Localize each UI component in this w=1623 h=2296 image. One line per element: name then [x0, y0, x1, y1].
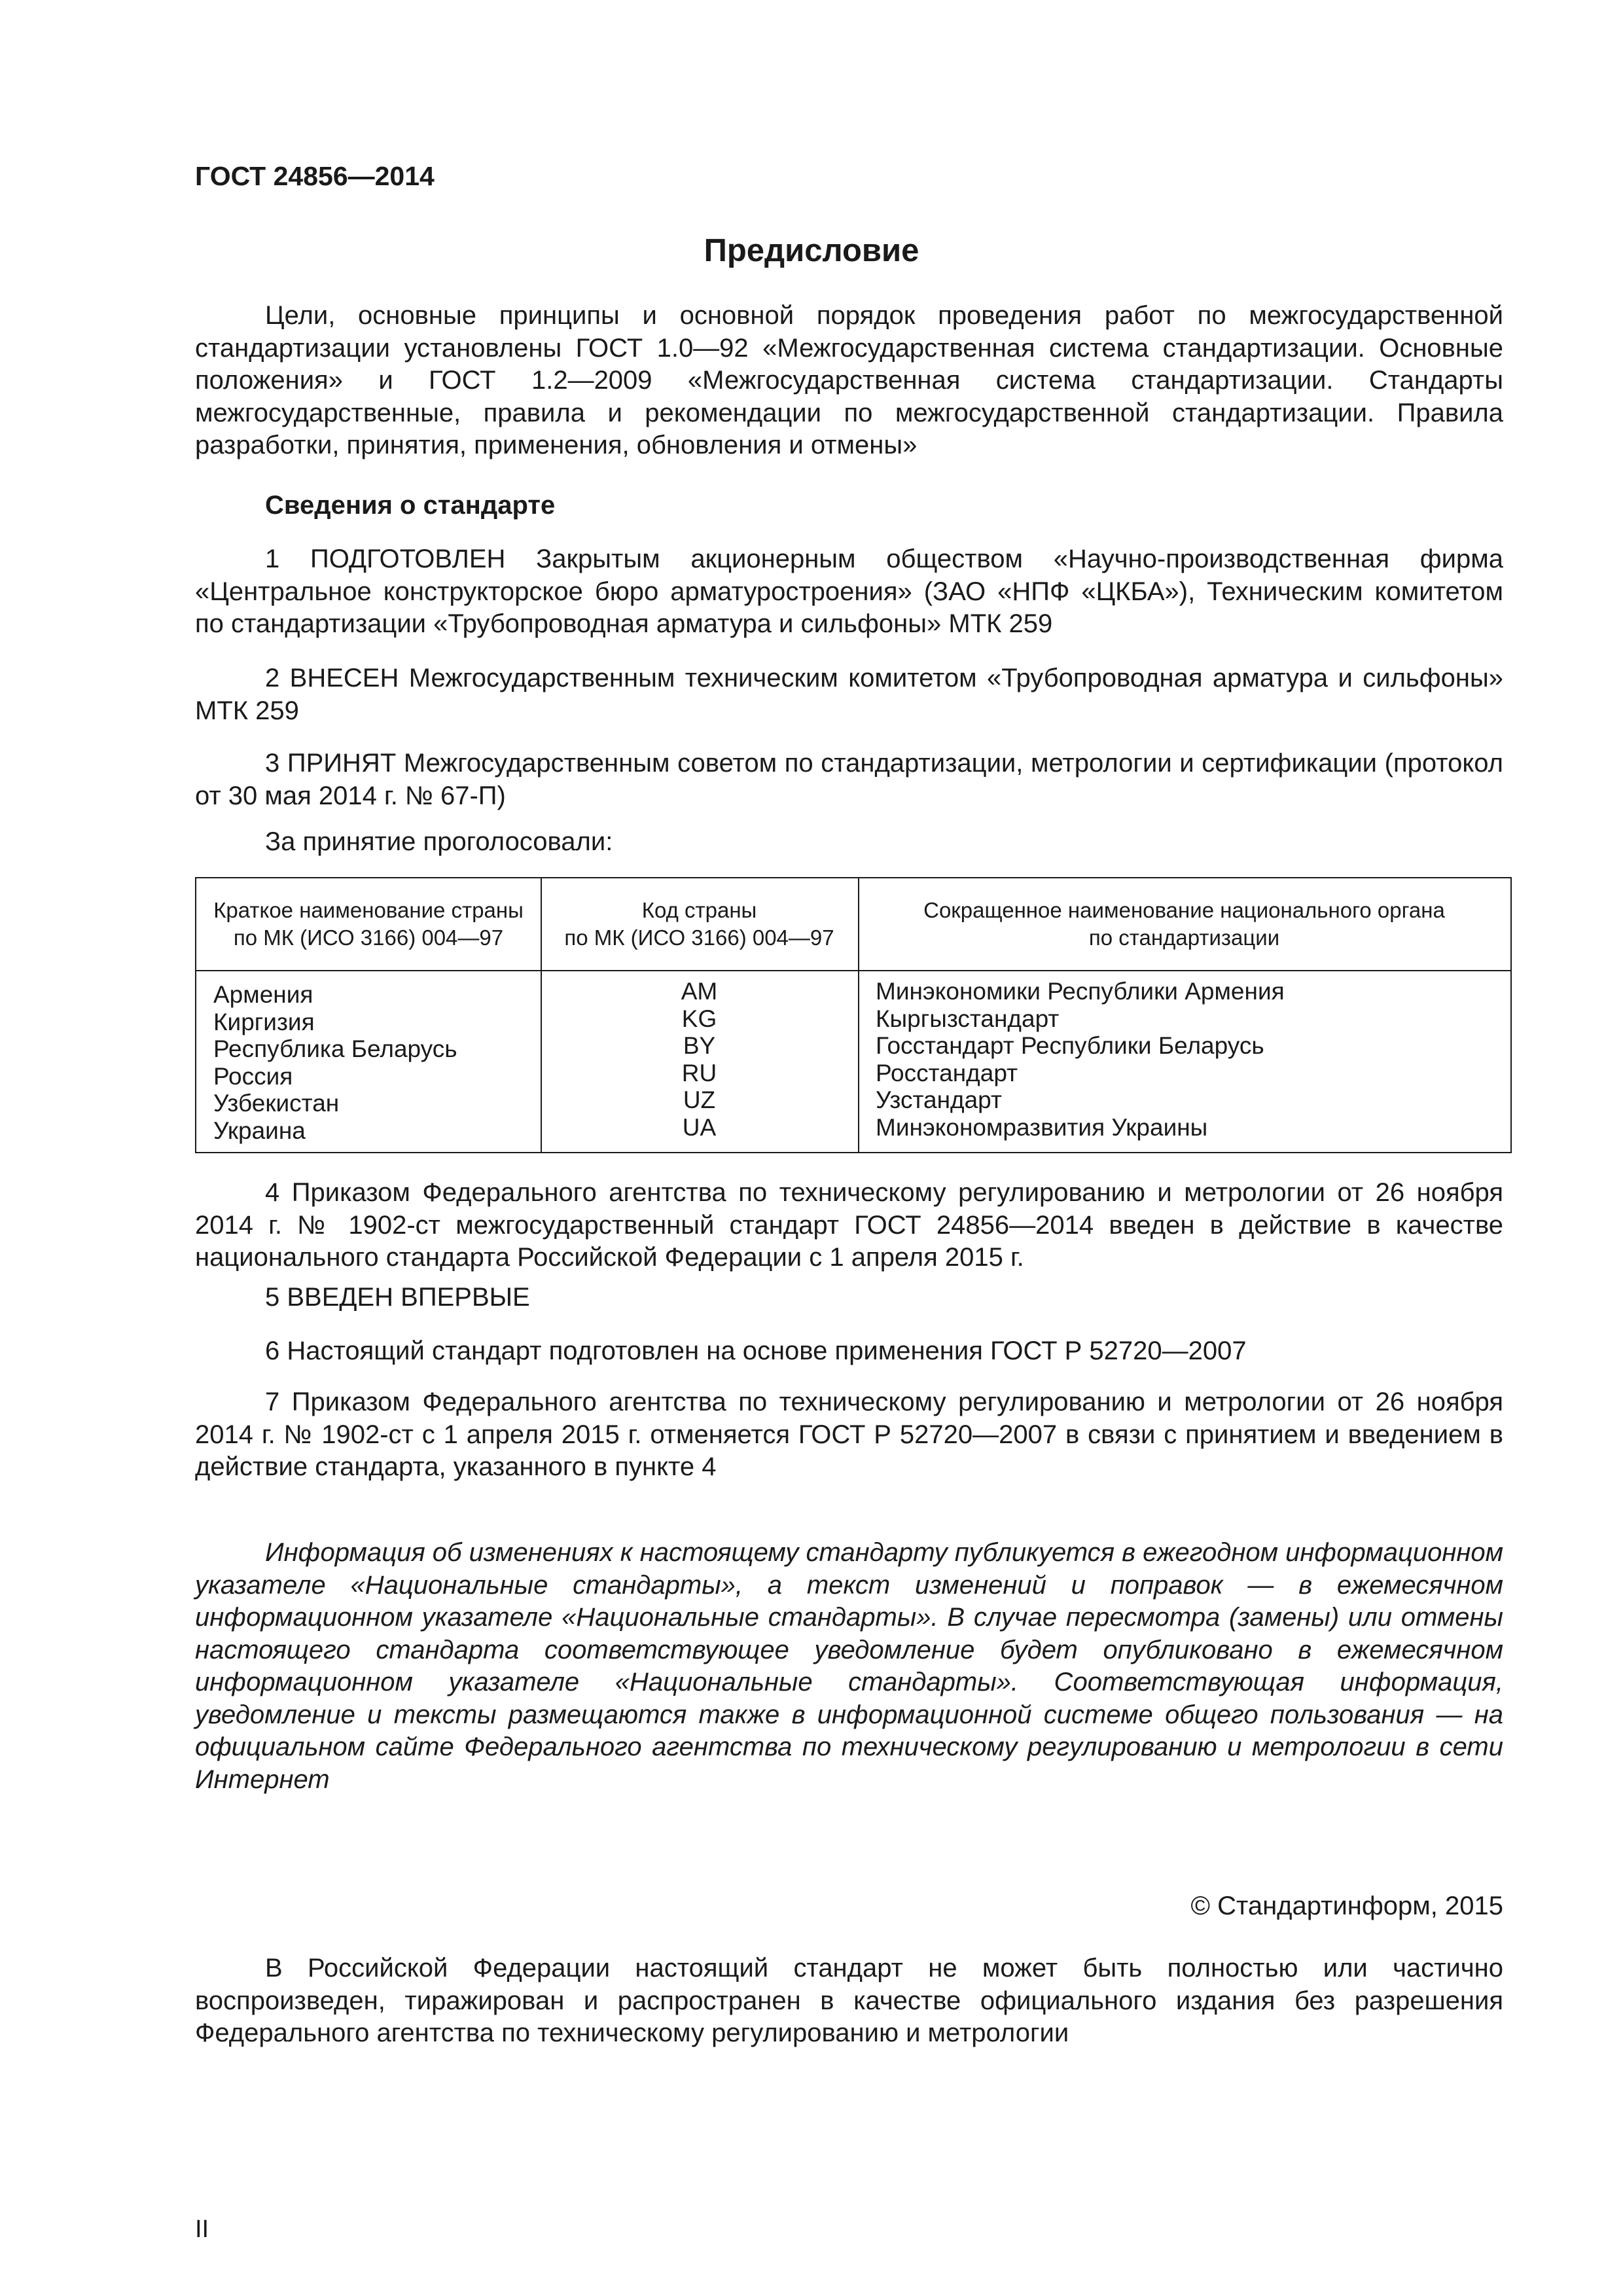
table-cell: Армения: [213, 981, 313, 1008]
intro-paragraph: Цели, основные принципы и основной порядок проведения работ по межгосударственной стандартизации установлены ГОСТ 1.0—92 «Межгосударственная система стандартизации. Основные положения» и ГОСТ 1.2—2009 «Межгосударственная система стандартизации. Стандарты межгосударственные, правила и рекомендации по межгосударственной стандартизации. Правила разработки, принятия, применения, обновления и отмены»: [195, 301, 1503, 459]
country-code-column: [541, 978, 858, 1141]
voted-label: За принятие проголосовали:: [265, 827, 613, 856]
table-cell: Узстандарт: [876, 1086, 1002, 1113]
country-name-column: [213, 981, 457, 1144]
national-body-column: [876, 978, 1285, 1141]
item-4-paragraph: 4 Приказом Федерального агентства по техническому регулированию и метрологии от 26 ноября 2014 г. № 1902-ст межгосударственный стандарт ГОСТ 24856—2014 введен в действие в качестве национального стандарта Российской Федерации с 1 апреля 2015 г.: [195, 1178, 1503, 1272]
table-cell: Узбекистан: [213, 1090, 340, 1117]
item-1-paragraph: 1 ПОДГОТОВЛЕН Закрытым акционерным обществом «Научно-производственная фирма «Центральное конструкторское бюро арматуростроения» (ЗАО «НПФ «ЦКБА»), Техническим комитетом по стандартизации «Трубопроводная арматура и сильфоны» МТК 259: [195, 545, 1503, 638]
item-2-paragraph: 2 ВНЕСЕН Межгосударственным техническим комитетом «Трубопроводная арматура и сильфоны» МТК 259: [195, 664, 1503, 725]
page-title: Предисловие: [704, 233, 919, 268]
item-7-paragraph: 7 Приказом Федерального агентства по техническому регулированию и метрологии от 26 ноября 2014 г. № 1902-ст с 1 апреля 2015 г. отменяется ГОСТ Р 52720—2007 в связи с принятием и введением в действие стандарта, указанного в пункте 4: [195, 1388, 1503, 1481]
table-cell: UZ: [683, 1086, 716, 1113]
page-number: II: [195, 2215, 209, 2243]
item-5-paragraph: 5 ВВЕДЕН ВПЕРВЫЕ: [265, 1283, 530, 1312]
table-cell: Минэкономразвития Украины: [876, 1113, 1208, 1141]
table-cell: Россия: [213, 1062, 293, 1090]
header-country-code: Код страны по МК (ИСО 3166) 004—97: [564, 898, 834, 950]
table-cell: Росстандарт: [876, 1059, 1018, 1086]
info-heading: Сведения о стандарте: [265, 491, 556, 520]
document-id: ГОСТ 24856—2014: [195, 161, 435, 191]
table-cell: BY: [683, 1032, 716, 1059]
header-country-name: Краткое наименование страны по МК (ИСО 3166) 004—97: [213, 898, 524, 950]
table-cell: Республика Беларусь: [213, 1035, 457, 1062]
table-cell: Киргизия: [213, 1008, 315, 1035]
copyright-line: © Стандартинформ, 2015: [1190, 1892, 1503, 1920]
table-cell: UA: [682, 1113, 717, 1141]
voting-table: [195, 877, 1512, 1153]
item-3-paragraph: 3 ПРИНЯТ Межгосударственным советом по стандартизации, метрологии и сертификации (протокол от 30 мая 2014 г. № 67-П): [195, 749, 1503, 810]
notice-paragraph: Информация об изменениях к настоящему стандарту публикуется в ежегодном информационном указателе «Национальные стандарты», а текст изменений и поправок — в ежемесячном информационном указателе «Национальные стандарты». В случае пересмотра (замены) или отмены настоящего стандарта соответствующее уведомление будет опубликовано в ежемесячном информационном указателе «Национальные стандарты». Соответствующая информация, уведомление и тексты размещаются также в информационной системе общего пользования — на официальном сайте Федерального агентства по техническому регулированию и метрологии в сети Интернет: [195, 1538, 1504, 1794]
table-cell: Госстандарт Республики Беларусь: [876, 1032, 1264, 1059]
table-cell: KG: [681, 1005, 717, 1032]
table-cell: Минэкономики Республики Армения: [876, 978, 1285, 1005]
table-cell: Кыргызстандарт: [876, 1005, 1060, 1032]
item-6-paragraph: 6 Настоящий стандарт подготовлен на основе применения ГОСТ Р 52720—2007: [265, 1336, 1247, 1365]
table-cell: Украина: [213, 1117, 306, 1144]
table-cell: RU: [681, 1059, 717, 1086]
rights-paragraph: В Российской Федерации настоящий стандарт не может быть полностью или частично воспроизведен, тиражирован и распространен в качестве официального издания без разрешения Федерального агентства по техническому регулированию и метрологии: [195, 1954, 1503, 2047]
header-national-body: Сокращенное наименование национального органа по стандартизации: [923, 898, 1445, 950]
table-cell: AM: [681, 978, 718, 1005]
